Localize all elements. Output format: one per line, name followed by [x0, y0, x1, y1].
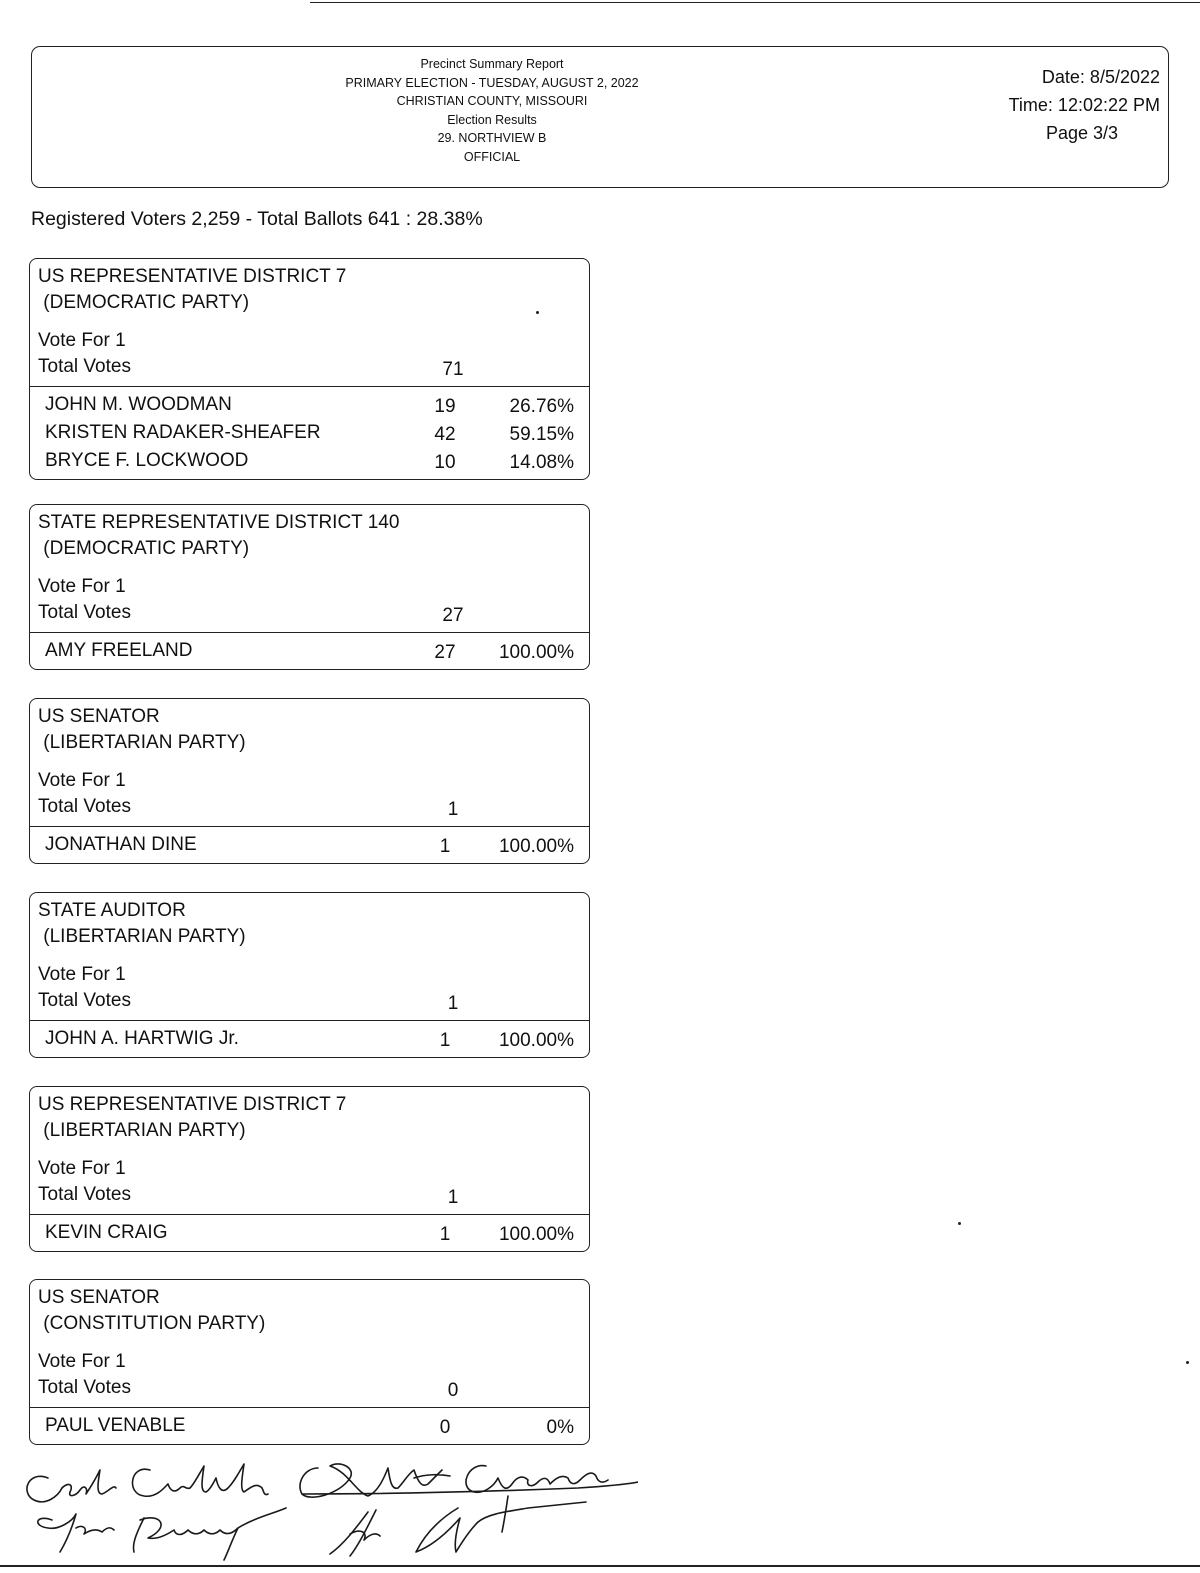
vote-for-label: Vote For 1	[38, 576, 126, 597]
vote-for-label: Vote For 1	[38, 330, 126, 351]
candidate-votes: 27	[434, 642, 456, 663]
total-votes-row	[38, 988, 589, 1014]
election-name: PRIMARY ELECTION - TUESDAY, AUGUST 2, 2022	[345, 75, 639, 90]
candidate-row	[30, 1412, 589, 1440]
candidate-votes: 1	[439, 1030, 451, 1051]
contest-box	[29, 258, 590, 480]
candidate-name: JOHN A. HARTWIG Jr.	[45, 1028, 239, 1049]
total-votes-value: 71	[442, 359, 464, 380]
contest-party: (DEMOCRATIC PARTY)	[38, 292, 250, 313]
total-votes-label: Total Votes	[38, 602, 131, 623]
signature-stroke	[330, 1510, 380, 1556]
candidate-percent: 100.00%	[498, 836, 574, 857]
signature-stroke	[466, 1466, 608, 1493]
turnout-summary: Registered Voters 2,259 - Total Ballots 641 : 28.38%	[31, 208, 483, 230]
contest-office: STATE AUDITOR	[38, 900, 186, 921]
report-meta	[1009, 63, 1160, 147]
contest-party: (LIBERTARIAN PARTY)	[38, 1120, 246, 1141]
contest-party: (LIBERTARIAN PARTY)	[38, 926, 246, 947]
contest-office: US SENATOR	[38, 706, 160, 727]
total-votes-row	[38, 600, 589, 626]
total-votes-label: Total Votes	[38, 356, 131, 377]
contest-header	[30, 1280, 589, 1401]
candidate-votes: 10	[434, 452, 456, 473]
scan-bottom-edge-rule	[0, 1565, 1200, 1567]
candidate-percent: 14.08%	[509, 452, 574, 473]
contest-header	[30, 1087, 589, 1208]
total-votes-row	[38, 1375, 589, 1401]
total-votes-label: Total Votes	[38, 1377, 131, 1398]
contest-office: STATE REPRESENTATIVE DISTRICT 140	[38, 512, 400, 533]
candidate-list	[30, 633, 589, 669]
candidate-list	[30, 1408, 589, 1444]
contest-header	[30, 505, 589, 626]
report-title: Precinct Summary Report	[420, 57, 564, 71]
candidate-percent: 59.15%	[509, 424, 574, 445]
contest-office: US REPRESENTATIVE DISTRICT 7	[38, 266, 347, 287]
report-header-title-block	[222, 55, 762, 166]
candidate-name: KEVIN CRAIG	[45, 1222, 168, 1243]
candidate-name: JONATHAN DINE	[45, 834, 197, 855]
handwritten-signatures	[18, 1448, 638, 1566]
precinct-name: 29. NORTHVIEW B	[437, 131, 547, 145]
candidate-votes: 0	[439, 1417, 451, 1438]
candidate-row	[30, 1025, 589, 1053]
page-number: Page 3/3	[1045, 123, 1118, 143]
signature-stroke	[133, 1464, 268, 1496]
candidate-list	[30, 827, 589, 863]
scan-speck	[536, 311, 539, 314]
total-votes-label: Total Votes	[38, 990, 131, 1011]
candidate-name: JOHN M. WOODMAN	[45, 394, 232, 415]
signature-stroke	[133, 1508, 286, 1560]
candidate-row	[30, 419, 589, 447]
vote-for-label: Vote For 1	[38, 1158, 126, 1179]
contest-box	[29, 892, 590, 1058]
candidate-name: PAUL VENABLE	[45, 1415, 186, 1436]
candidate-percent: 100.00%	[498, 1224, 574, 1245]
vote-for-label: Vote For 1	[38, 964, 126, 985]
vote-for-label: Vote For 1	[38, 1351, 126, 1372]
contest-box	[29, 698, 590, 864]
candidate-list	[30, 387, 589, 479]
total-votes-value: 1	[447, 1187, 459, 1208]
signature-stroke	[76, 1526, 114, 1534]
candidate-votes: 1	[439, 836, 451, 857]
signature-stroke	[27, 1476, 62, 1501]
signature-stroke	[62, 1470, 116, 1496]
contest-office: US REPRESENTATIVE DISTRICT 7	[38, 1094, 347, 1115]
report-status: OFFICIAL	[463, 149, 521, 164]
contest-office: US SENATOR	[38, 1287, 160, 1308]
total-votes-label: Total Votes	[38, 796, 131, 817]
candidate-votes: 1	[439, 1224, 451, 1245]
candidate-name: BRYCE F. LOCKWOOD	[45, 450, 249, 471]
candidate-percent: 0%	[546, 1417, 574, 1438]
candidate-row	[30, 831, 589, 859]
total-votes-row	[38, 1182, 589, 1208]
candidate-votes: 19	[434, 396, 456, 417]
candidate-row	[30, 637, 589, 665]
vote-for-label: Vote For 1	[38, 770, 126, 791]
signature-stroke	[38, 1514, 76, 1552]
contest-header	[30, 893, 589, 1014]
county-name: CHRISTIAN COUNTY, MISSOURI	[396, 94, 588, 108]
contest-header	[30, 259, 589, 380]
total-votes-row	[38, 794, 589, 820]
candidate-row	[30, 1219, 589, 1247]
contest-header	[30, 699, 589, 820]
contest-party: (CONSTITUTION PARTY)	[38, 1313, 266, 1334]
contest-box	[29, 1279, 590, 1445]
report-time: Time: 12:02:22 PM	[1008, 95, 1160, 115]
contest-party: (LIBERTARIAN PARTY)	[38, 732, 246, 753]
candidate-percent: 26.76%	[509, 396, 574, 417]
candidate-votes: 42	[434, 424, 456, 445]
contest-box	[29, 504, 590, 670]
candidate-name: KRISTEN RADAKER-SHEAFER	[45, 422, 321, 443]
scan-top-edge-rule	[310, 2, 1200, 3]
signature-stroke	[416, 1496, 586, 1552]
section-name: Election Results	[447, 112, 537, 127]
candidate-percent: 100.00%	[498, 1030, 574, 1051]
total-votes-value: 0	[447, 1380, 459, 1401]
report-header	[31, 46, 1169, 188]
candidate-name: AMY FREELAND	[45, 640, 193, 661]
total-votes-value: 1	[447, 993, 459, 1014]
total-votes-label: Total Votes	[38, 1184, 131, 1205]
candidate-list	[30, 1215, 589, 1251]
total-votes-row	[38, 354, 589, 380]
total-votes-value: 27	[442, 605, 464, 626]
scan-speck	[1186, 1361, 1189, 1364]
candidate-row	[30, 391, 589, 419]
scan-speck	[958, 1222, 961, 1225]
candidate-row	[30, 447, 589, 475]
candidate-percent: 100.00%	[498, 642, 574, 663]
report-date: Date: 8/5/2022	[1041, 67, 1160, 87]
contest-box	[29, 1086, 590, 1252]
total-votes-value: 1	[447, 799, 459, 820]
contest-party: (DEMOCRATIC PARTY)	[38, 538, 250, 559]
candidate-list	[30, 1021, 589, 1057]
